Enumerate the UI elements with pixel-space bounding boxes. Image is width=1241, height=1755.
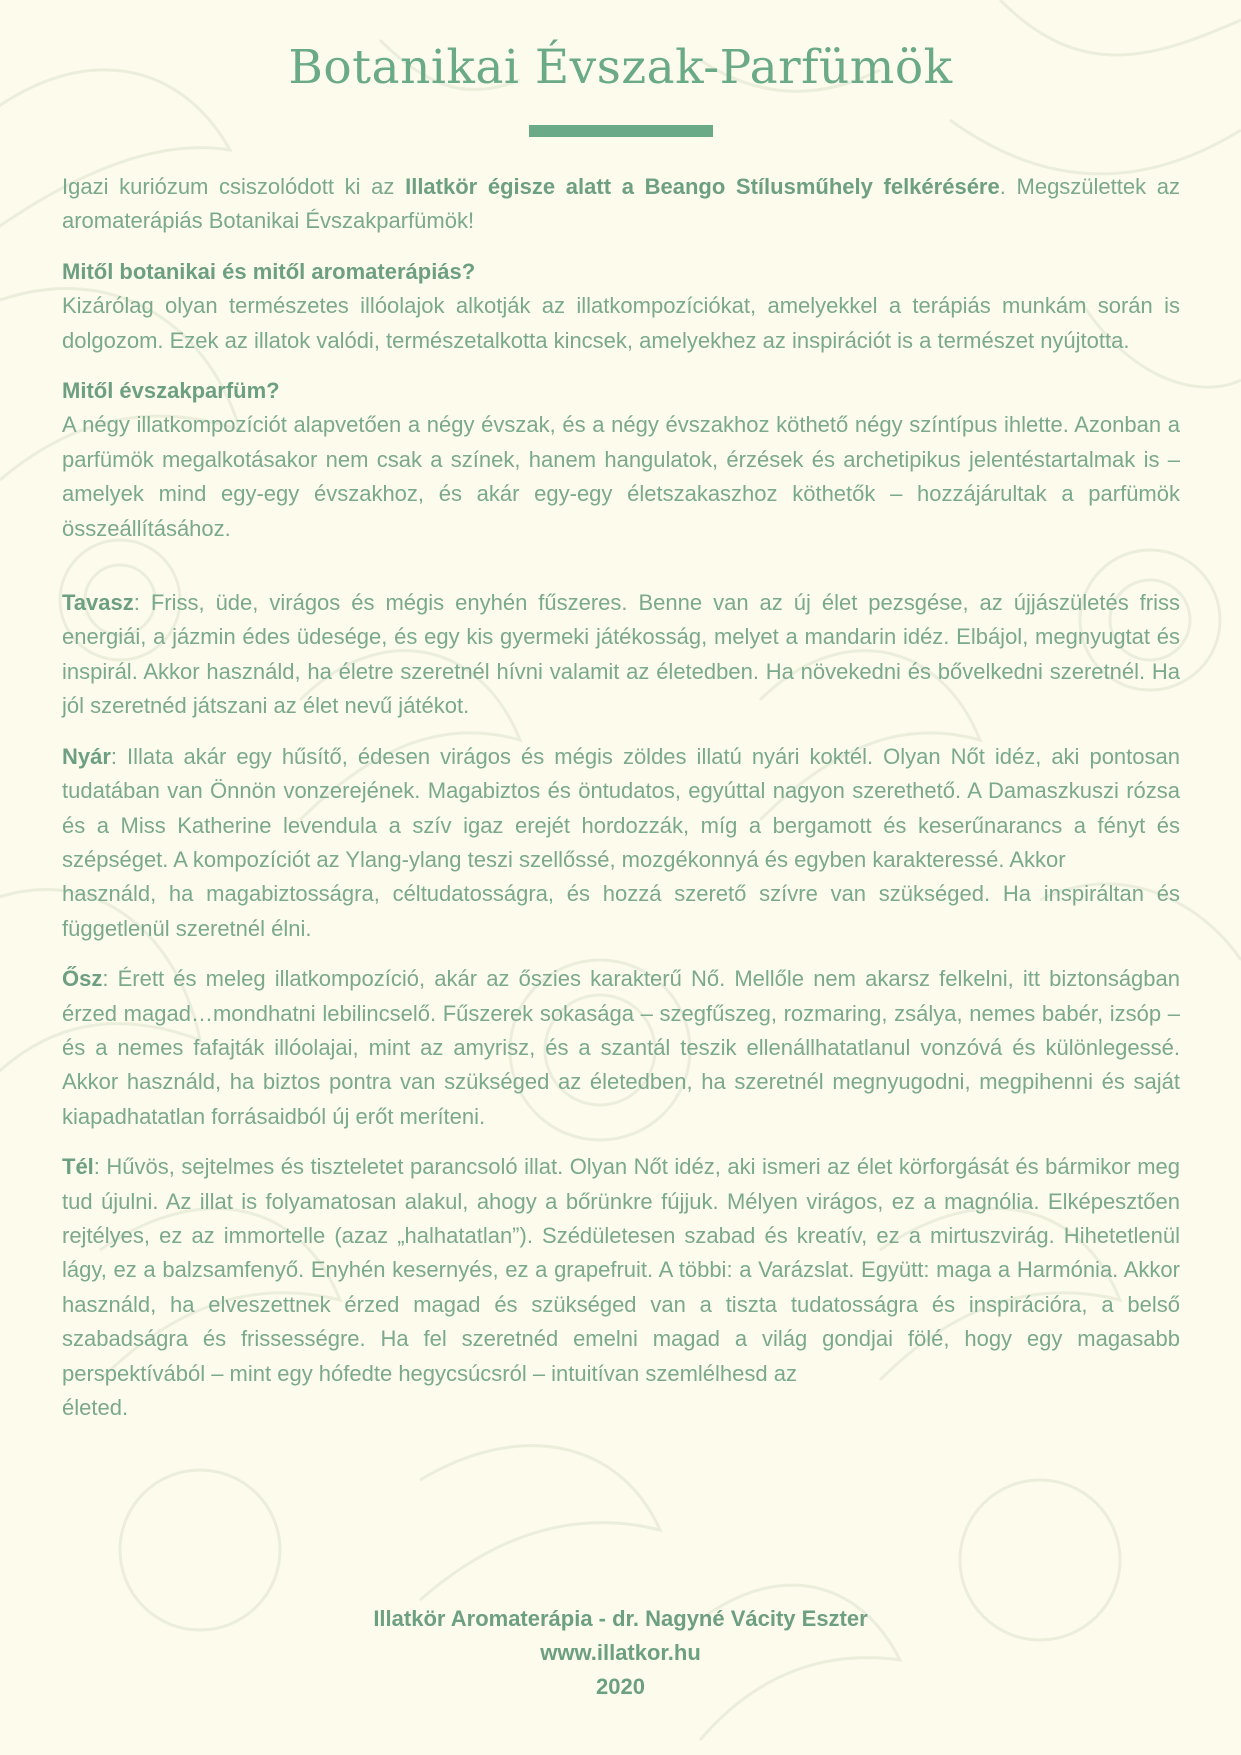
season-name-winter: Tél [62, 1154, 94, 1180]
season-name-autumn: Ősz [62, 966, 103, 992]
botanical-heading: Mitől botanikai és mitől aromaterápiás? [62, 258, 476, 284]
intro-text-pre: Igazi kuriózum csiszolódott ki az [62, 174, 406, 199]
season-text-spring: : Friss, üde, virágos és mégis enyhén fűszeres. Benne van az új élet pezsgése, az újjászületés friss energiái, a jázmin édes üdesége, és egy kis gyermeki játékosság, melyet a mandarin idéz. Elbájol, megnyugtat és inspirál. Akkor használd, ha életre szeretnél hívni valamit az életedben. Ha növekedni és bővelkedni szeretnél. Ha jól szeretnéd játszani az élet nevű játékot. [62, 590, 1180, 719]
intro-text-bold: Illatkör égisze alatt a Beango Stílusműhely felkérésére [405, 174, 1000, 199]
title-underline-rule [529, 125, 713, 137]
footer [0, 1602, 1241, 1704]
intro-paragraph [62, 170, 1180, 239]
botanical-section [62, 255, 1180, 358]
season-paragraph-autumn [62, 962, 1180, 1134]
season-perfume-text: A négy illatkompozíciót alapvetően a négy évszak, és a négy évszakhoz köthető négy színtípus ihlette. Azonban a parfümök megalkotásakor nem csak a színek, hanem hangulatok, érzések és archetipikus jelentéstartalmak is – amelyek mind egy-egy évszakhoz, és akár egy-egy életszakaszhoz köthetők – hozzájárultak a parfümök összeállításához. [62, 412, 1180, 541]
season-paragraph-spring [62, 586, 1180, 724]
season-paragraph-winter [62, 1150, 1180, 1425]
season-text-winter-continued: életed. [62, 1395, 129, 1420]
season-name-spring: Tavasz [62, 590, 134, 616]
season-text-summer: : Illata akár egy hűsítő, édesen virágos és mégis zöldes illatú nyári koktél. Olyan Nőt idéz, aki pontosan tudatában van Önnön vonzerejének. Magabiztos és öntudatos, egyúttal nagyon szerethető. A Damaszkuszi rózsa és a Miss Katherine levendula a szív igaz erejét hordozzák, míg a bergamott és keserűnarancs a fényt és szépséget. A kompozíciót az Ylang-ylang teszi szellőssé, mozgékonnyá és egyben karakteressé. Akkor [62, 743, 1180, 872]
season-text-summer-continued: használd, ha magabiztosságra, céltudatosságra, és hozzá szerető szívre van szükséged. Ha inspiráltan és függetlenül szeretnél élni. [62, 881, 1180, 941]
season-perfume-section [62, 374, 1180, 546]
botanical-text: Kizárólag olyan természetes illóolajok alkotják az illatkompozíciókat, amelyekkel a terápiás munkám során is dolgozom. Ezek az illatok valódi, természetalkotta kincsek, amelyekhez az inspirációt is a természet nyújtotta. [62, 293, 1180, 353]
season-text-autumn: : Érett és meleg illatkompozíció, akár az őszies karakterű Nő. Mellőle nem akarsz felkelni, itt biztonságban érzed magad…mondhatni lebilincselő. Fűszerek sokasága – szegfűszeg, rozmaring, zsálya, nemes babér, izsóp – és a nemes fafajták illóolajai, mint az amyrisz, és a szantál teszik ellenállhatatlanul vonzóvá és különlegessé. Akkor használd, ha biztos pontra van szükséged az életedben, ha szeretnél megnyugodni, megpihenni és saját kiapadhatatlan forrásaidból új erőt meríteni. [62, 966, 1180, 1129]
season-name-summer: Nyár [62, 743, 111, 769]
page-title: Botanikai Évszak-Parfümök [288, 40, 953, 95]
season-text-winter: : Hűvös, sejtelmes és tiszteletet parancsoló illat. Olyan Nőt idéz, aki ismeri az élet körforgását és bármikor meg tud újulni. Az illat is folyamatosan alakul, ahogy a bőrünkre fújjuk. Mélyen virágos, ez a magnólia. Elképesztően rejtélyes, ez az immortelle (azaz „halhatatlan”). Szédületesen szabad és kreatív, ez a mirtuszvirág. Hihetetlenül lágy, ez a balzsamfenyő. Enyhén kesernyés, ez a grapefruit. A többi: a Varázslat. Együtt: maga a Harmónia. Akkor használd, ha elveszettnek érzed magad és szükséged van a tiszta tudatosságra és inspirációra, a belső szabadságra és frissességre. Ha fel szeretnéd emelni magad a világ gondjai fölé, hogy egy magasabb perspektívából – mint egy hófedte hegycsúcsról – intuitívan szemlélhesd az [62, 1154, 1180, 1386]
season-perfume-heading: Mitől évszakparfüm? [62, 378, 280, 404]
intro-text-post: . Megszülettek az aromaterápiás Botanikai Évszakparfümök! [62, 174, 1181, 234]
season-paragraph-summer [62, 740, 1180, 946]
footer-author: Illatkör Aromaterápia - dr. Nagyné Vácity Eszter [373, 1606, 868, 1631]
document-body [62, 170, 1180, 1441]
footer-website: www.illatkor.hu [540, 1640, 701, 1665]
footer-year: 2020 [596, 1674, 645, 1699]
